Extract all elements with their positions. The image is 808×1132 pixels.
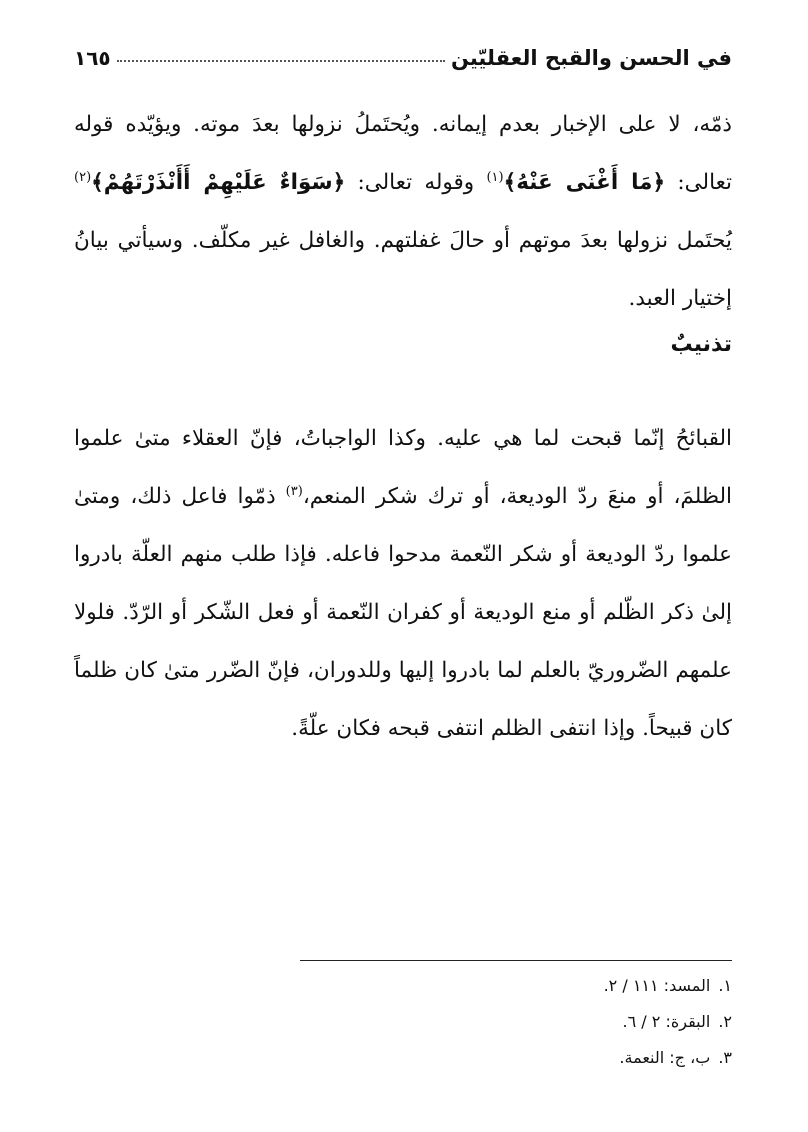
footnote-separator <box>300 960 732 961</box>
quran-quote-2: ﴿سَوَاءٌ عَلَيْهِمْ أَأَنْذَرْتَهُمْ﴾ <box>91 170 346 195</box>
running-header <box>74 30 732 70</box>
paragraph-2-text-a: القبائحُ إنّما قبحت لما هي عليه. وكذا الواجباتُ، فإنّ العقلاء متىٰ علموا الظلمَ، أو منعَ ردّ الوديعة، أو ترك شكر المنعم، <box>74 426 732 509</box>
footnote-ref-3[interactable]: (٣) <box>285 483 303 499</box>
paragraph-2 <box>74 410 732 758</box>
footnote-ref-1[interactable]: (١) <box>486 169 504 185</box>
quran-quote-1: ﴿مَا أَغْنَى عَنْهُ﴾ <box>503 170 666 195</box>
paragraph-1 <box>74 96 732 328</box>
footnote-text: ب، ج: النعمة. <box>619 1048 711 1067</box>
footnote-number: ٣. <box>718 1048 732 1067</box>
header-dotted-leader <box>117 60 445 62</box>
footnote-1 <box>300 968 732 1004</box>
header-title: في الحسن والقبح العقليّين <box>450 46 732 70</box>
paragraph-2-text-b: ذمّوا فاعل ذلك، ومتىٰ علموا ردّ الوديعة أو شكر النّعمة مدحوا فاعله. فإذا طلب منهم العلّة بادروا إلىٰ ذكر الظّلم أو منع الوديعة أو كفران النّعمة أو فعل الشّكر أو الرّدّ. فلولا علمهم الضّروريّ بالعلم لما بادروا إليها وللدوران، فإنّ الضّرر متىٰ كان ظلماً كان قبيحاً. وإذا انتفى الظلم انتفى قبحه فكان علّةً. <box>74 484 732 741</box>
footnotes <box>300 968 732 1076</box>
footnote-number: ١. <box>718 976 732 995</box>
footnote-3 <box>300 1040 732 1076</box>
paragraph-1-text-b: وقوله تعالى: <box>345 170 487 195</box>
footnote-number: ٢. <box>718 1012 732 1031</box>
page-number: ١٦٥ <box>74 46 111 70</box>
section-heading: تذنيبٌ <box>670 332 732 357</box>
footnote-2 <box>300 1004 732 1040</box>
paragraph-1-text-c: يُحتَمل نزولها بعدَ موتهم أو حالَ غفلتهم. والغافل غير مكلّف. وسيأتي بيانُ إختيار العبد. <box>74 228 732 311</box>
footnote-text: المسد: ١١١ / ٢. <box>603 976 711 995</box>
footnote-ref-2[interactable]: (٢) <box>74 169 92 185</box>
footnote-text: البقرة: ٢ / ٦. <box>622 1012 711 1031</box>
paragraph-1-text-a: ذمّه، لا على الإخبار بعدم إيمانه. ويُحتَملُ نزولها بعدَ موته. ويؤيّده قوله تعالى: <box>74 112 732 195</box>
